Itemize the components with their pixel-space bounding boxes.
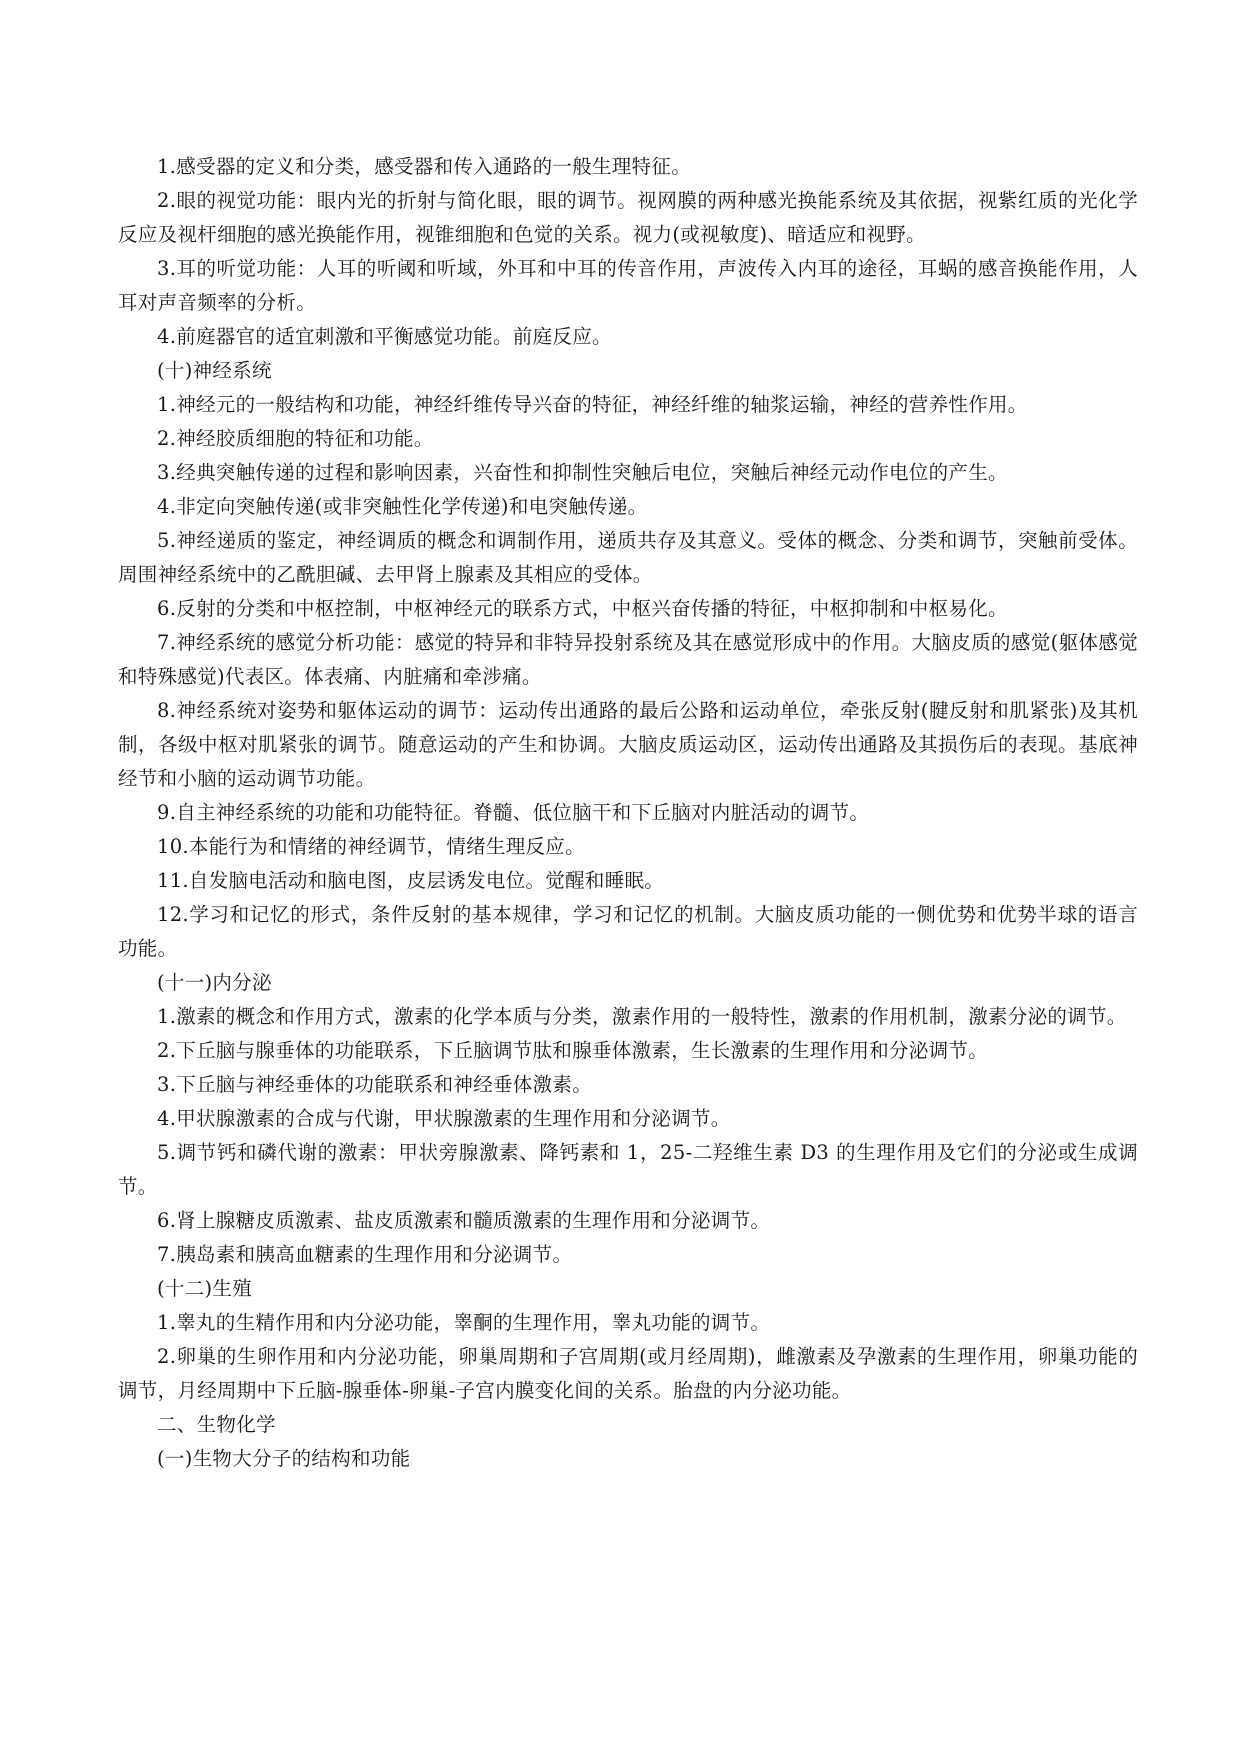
section-heading: (十一)内分泌 <box>157 971 272 994</box>
paragraph: 2.眼的视觉功能：眼内光的折射与简化眼，眼的调节。视网膜的两种感光换能系统及其依据，视紫红质的光化学反应及视杆细胞的感光换能作用，视锥细胞和色觉的关系。视力(或视敏度)、暗适应和视野。 <box>118 189 1138 246</box>
paragraph: 1.激素的概念和作用方式，激素的化学本质与分类，激素作用的一般特性，激素的作用机制，激素分泌的调节。 <box>157 1005 1127 1028</box>
paragraph: 1.睾丸的生精作用和内分泌功能，睾酮的生理作用，睾丸功能的调节。 <box>157 1311 771 1334</box>
paragraph: 6.反射的分类和中枢控制，中枢神经元的联系方式，中枢兴奋传播的特征，中枢抑制和中枢易化。 <box>157 597 1008 620</box>
paragraph: 5.调节钙和磷代谢的激素：甲状旁腺激素、降钙素和 1，25-二羟维生素 D3 的生理作用及它们的分泌或生成调节。 <box>118 1141 1138 1198</box>
paragraph: 8.神经系统对姿势和躯体运动的调节：运动传出通路的最后公路和运动单位，牵张反射(腱反射和肌紧张)及其机制，各级中枢对肌紧张的调节。随意运动的产生和协调。大脑皮质运动区，运动传出通路及其损伤后的表现。基底神经节和小脑的运动调节功能。 <box>118 699 1138 790</box>
paragraph: 6.肾上腺糖皮质激素、盐皮质激素和髓质激素的生理作用和分泌调节。 <box>157 1209 771 1232</box>
paragraph: 2.神经胶质细胞的特征和功能。 <box>157 427 434 450</box>
paragraph: 9.自主神经系统的功能和功能特征。脊髓、低位脑干和下丘脑对内脏活动的调节。 <box>157 801 870 824</box>
document-page <box>118 150 1138 1476</box>
paragraph: 4.非定向突触传递(或非突触性化学传递)和电突触传递。 <box>157 495 648 518</box>
paragraph: 2.下丘脑与腺垂体的功能联系，下丘脑调节肽和腺垂体激素，生长激素的生理作用和分泌调节。 <box>157 1039 989 1062</box>
paragraph: 4.甲状腺激素的合成与代谢，甲状腺激素的生理作用和分泌调节。 <box>157 1107 731 1130</box>
paragraph: 7.神经系统的感觉分析功能：感觉的特异和非特异投射系统及其在感觉形成中的作用。大脑皮质的感觉(躯体感觉和特殊感觉)代表区。体表痛、内脏痛和牵涉痛。 <box>118 631 1138 688</box>
paragraph: 3.下丘脑与神经垂体的功能联系和神经垂体激素。 <box>157 1073 593 1096</box>
paragraph: 2.卵巢的生卵作用和内分泌功能，卵巢周期和子宫周期(或月经周期)，雌激素及孕激素的生理作用，卵巢功能的调节，月经周期中下丘脑-腺垂体-卵巢-子宫内膜变化间的关系。胎盘的内分泌功能。 <box>118 1345 1138 1402</box>
chapter-heading: 二、生物化学 <box>157 1413 276 1436</box>
paragraph: 10.本能行为和情绪的神经调节，情绪生理反应。 <box>157 835 585 858</box>
paragraph: 3.耳的听觉功能：人耳的听阈和听域，外耳和中耳的传音作用，声波传入内耳的途径，耳蜗的感音换能作用，人耳对声音频率的分析。 <box>118 257 1138 314</box>
paragraph: 3.经典突触传递的过程和影响因素，兴奋性和抑制性突触后电位，突触后神经元动作电位的产生。 <box>157 461 1008 484</box>
paragraph: 7.胰岛素和胰高血糖素的生理作用和分泌调节。 <box>157 1243 573 1266</box>
section-heading: (一)生物大分子的结构和功能 <box>157 1447 411 1470</box>
paragraph: 11.自发脑电活动和脑电图，皮层诱发电位。觉醒和睡眠。 <box>157 869 665 892</box>
paragraph: 4.前庭器官的适宜刺激和平衡感觉功能。前庭反应。 <box>157 325 612 348</box>
section-heading: (十)神经系统 <box>157 359 272 382</box>
paragraph: 1.神经元的一般结构和功能，神经纤维传导兴奋的特征，神经纤维的轴浆运输，神经的营养性作用。 <box>157 393 1028 416</box>
section-heading: (十二)生殖 <box>157 1277 253 1300</box>
paragraph: 12.学习和记忆的形式，条件反射的基本规律，学习和记忆的机制。大脑皮质功能的一侧优势和优势半球的语言功能。 <box>118 903 1138 960</box>
paragraph: 1.感受器的定义和分类，感受器和传入通路的一般生理特征。 <box>157 155 692 178</box>
paragraph: 5.神经递质的鉴定，神经调质的概念和调制作用，递质共存及其意义。受体的概念、分类和调节，突触前受体。周围神经系统中的乙酰胆碱、去甲肾上腺素及其相应的受体。 <box>118 529 1138 586</box>
